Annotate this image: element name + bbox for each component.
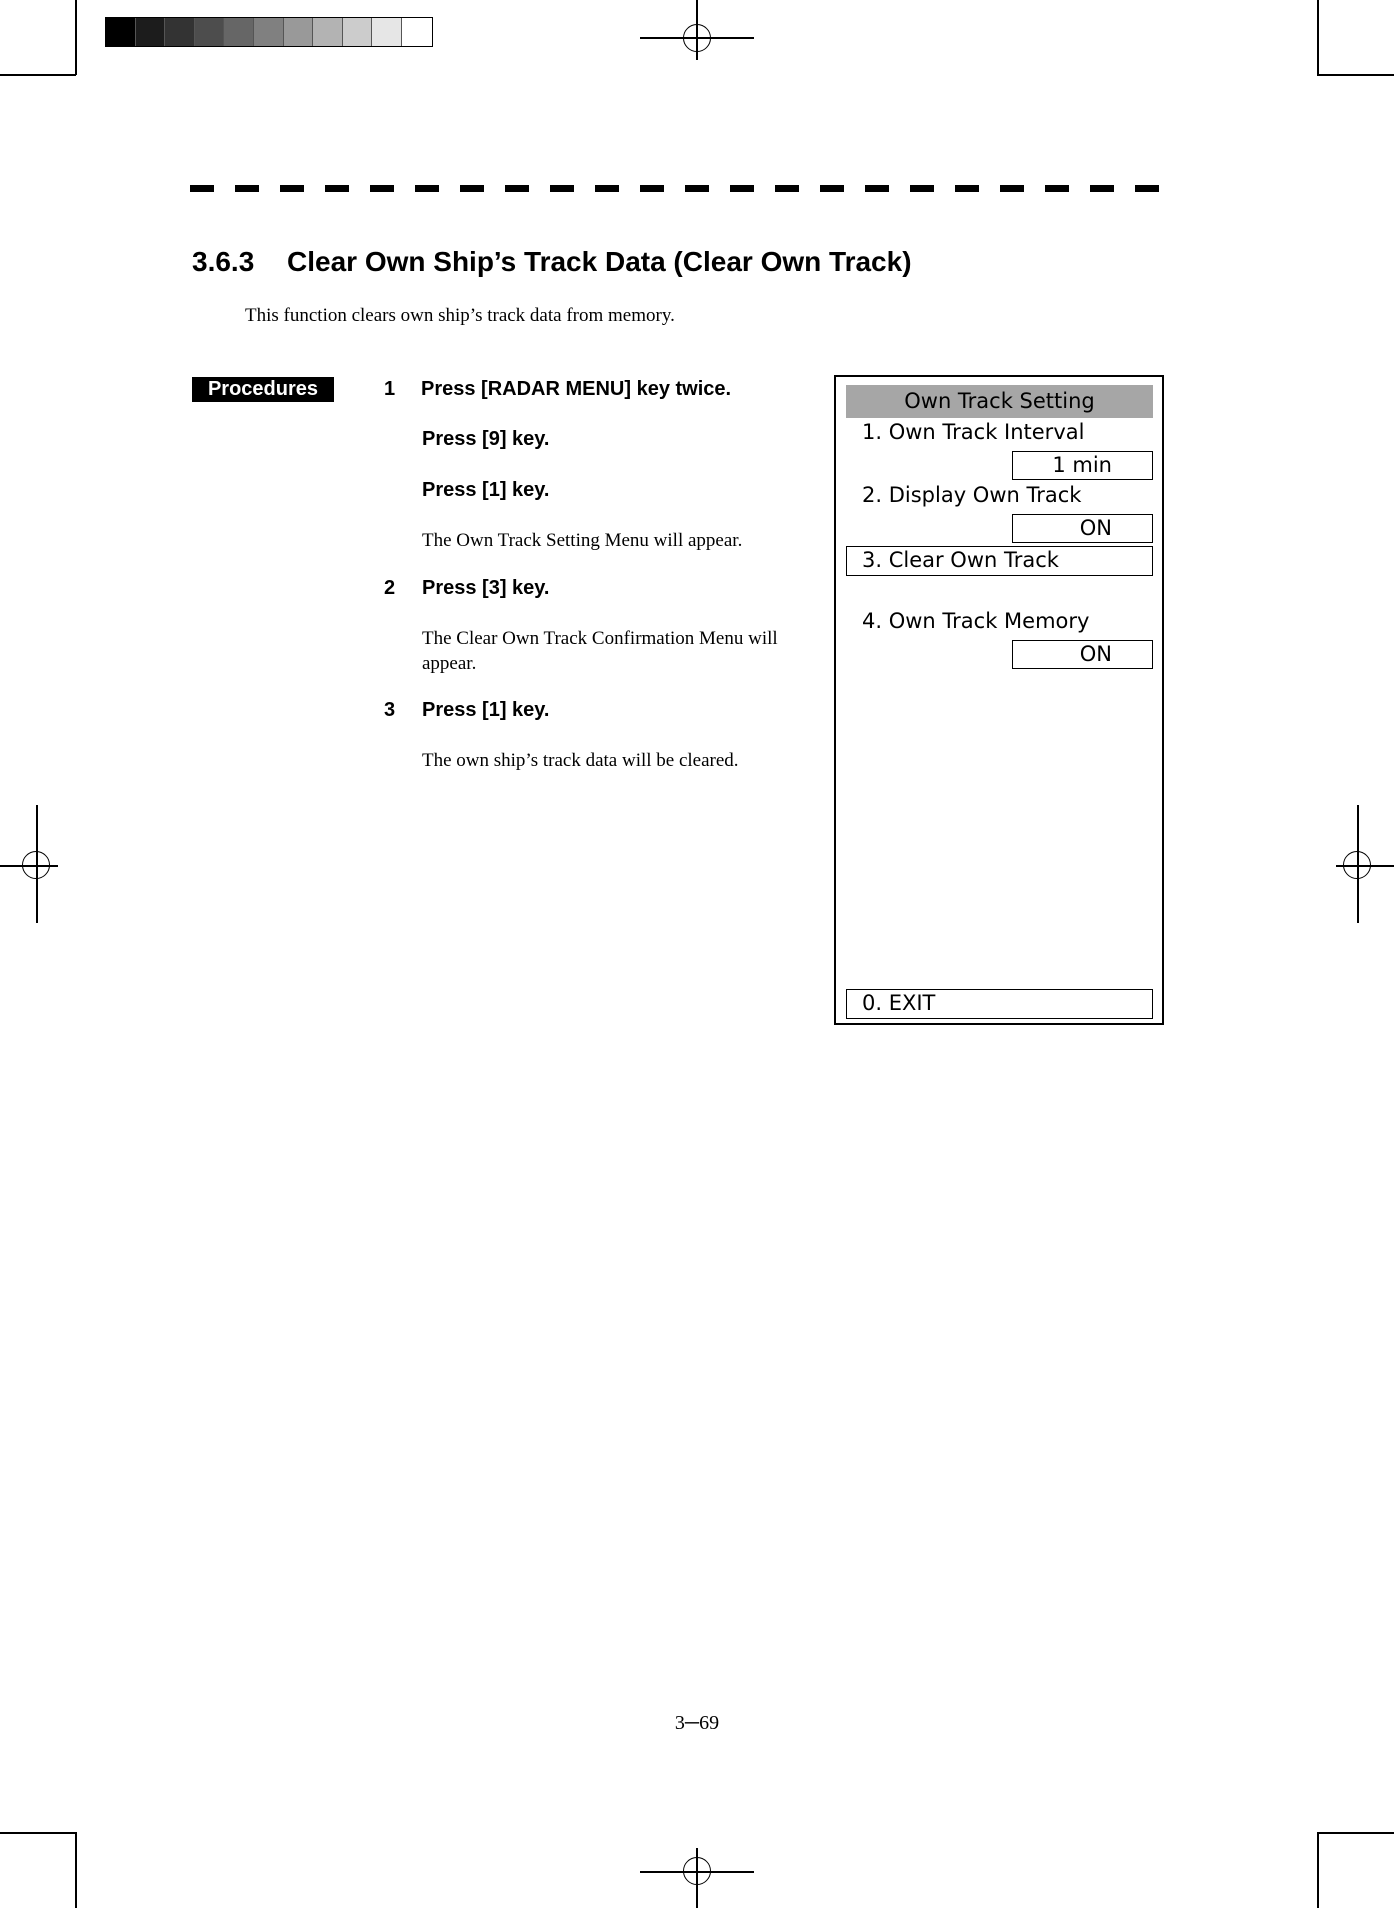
crop-mark (1317, 0, 1319, 75)
section-number: 3.6.3 (192, 246, 255, 277)
step-1-key-2: Press [9] key. (422, 428, 550, 450)
own-track-interval-value[interactable]: 1 min (1012, 451, 1153, 480)
gray-step (224, 18, 254, 46)
display-own-track-value[interactable]: ON (1012, 514, 1153, 543)
gray-step (402, 18, 432, 46)
step-1-note: The Own Track Setting Menu will appear. (422, 530, 743, 551)
gray-step (313, 18, 343, 46)
crop-mark (75, 1832, 77, 1908)
procedures-badge: Procedures (192, 377, 334, 402)
step-1-key-1: Press [RADAR MENU] key twice. (421, 378, 732, 400)
crop-mark (0, 74, 76, 76)
registration-mark (683, 24, 711, 52)
menu-item-own-track-memory[interactable]: 4. Own Track Memory (862, 609, 1090, 633)
menu-title: Own Track Setting (846, 385, 1153, 418)
grayscale-calibration-strip (105, 17, 433, 47)
page-number: 3─69 (674, 1712, 720, 1734)
gray-step (254, 18, 284, 46)
gray-step (343, 18, 373, 46)
section-intro: This function clears own ship’s track data from memory. (245, 305, 675, 326)
menu-item-exit[interactable]: 0. EXIT (846, 989, 1153, 1019)
gray-step (284, 18, 314, 46)
step-3-note: The own ship’s track data will be cleared. (422, 750, 739, 771)
gray-step (372, 18, 402, 46)
section-title: Clear Own Ship’s Track Data (Clear Own Track) (287, 246, 912, 277)
step-3-number: 3 (384, 699, 396, 721)
step-2-key-1: Press [3] key. (422, 577, 550, 599)
header-dashed-rule (190, 185, 1178, 192)
crop-mark (0, 1832, 76, 1834)
crop-mark (1317, 1832, 1319, 1908)
step-1-number: 1 (384, 378, 396, 400)
menu-item-own-track-interval[interactable]: 1. Own Track Interval (862, 420, 1085, 444)
menu-item-clear-own-track[interactable]: 3. Clear Own Track (846, 546, 1153, 576)
registration-mark (1343, 851, 1371, 879)
section-heading (192, 246, 912, 278)
own-track-memory-value[interactable]: ON (1012, 640, 1153, 669)
crop-mark (1317, 1832, 1394, 1834)
crop-mark (75, 0, 77, 75)
registration-mark (683, 1857, 711, 1885)
step-2-number: 2 (384, 577, 396, 599)
gray-step (165, 18, 195, 46)
own-track-setting-menu (834, 375, 1164, 1025)
crop-mark (1317, 74, 1394, 76)
step-3-key-1: Press [1] key. (422, 699, 550, 721)
gray-step (195, 18, 225, 46)
menu-item-display-own-track[interactable]: 2. Display Own Track (862, 483, 1082, 507)
step-1-key-3: Press [1] key. (422, 479, 550, 501)
gray-step (136, 18, 166, 46)
gray-step (106, 18, 136, 46)
step-2-note: The Clear Own Track Confirmation Menu will appear. (422, 628, 778, 674)
registration-mark (22, 851, 50, 879)
